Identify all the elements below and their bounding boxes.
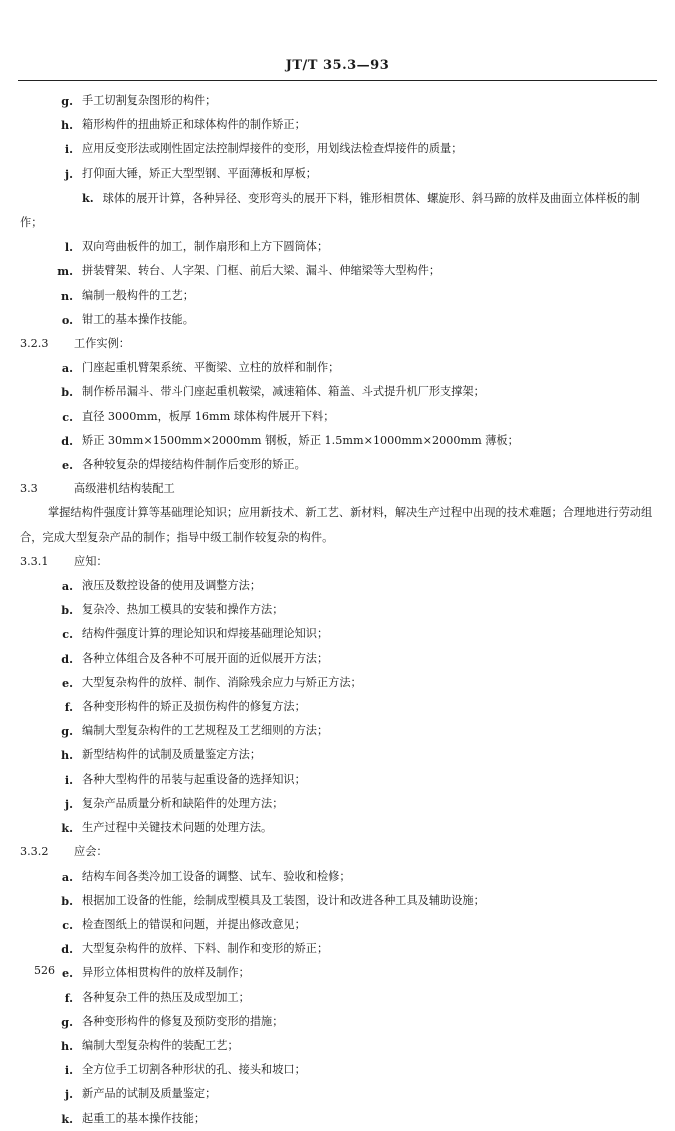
item-text: 各种复杂工件的热压及成型加工； (82, 990, 250, 1004)
item-label: k. (61, 1111, 73, 1126)
item-label: f. (64, 700, 73, 715)
list-item (20, 235, 655, 259)
item-label: k. (82, 190, 94, 205)
item-text: 根据加工设备的性能，绘制成型模具及工装图，设计和改进各种工具及辅助设施； (82, 893, 485, 907)
list-item (20, 137, 655, 161)
list-item (20, 865, 655, 889)
item-text: 复杂冷、热加工模具的安装和操作方法； (82, 603, 284, 617)
item-text: 直径 3000mm，板厚 16mm 球体构件展开下料； (82, 409, 335, 423)
list-item (20, 1010, 655, 1034)
item-text: 异形立体相贯构件的放样及制作； (82, 966, 250, 980)
item-label: g. (61, 94, 73, 108)
header-rule (18, 80, 657, 81)
item-label: m. (57, 264, 73, 279)
section-number: 3.3 (20, 482, 38, 496)
item-text: 钳工的基本操作技能。 (82, 312, 194, 326)
item-label: b. (61, 893, 73, 908)
section-title: 应知： (74, 554, 108, 568)
item-label: i. (64, 1063, 73, 1078)
list-item (20, 719, 655, 743)
item-text: 双向弯曲板件的加工，制作扇形和上方下圆筒体； (82, 240, 329, 254)
item-text: 各种变形构件的矫正及损伤构件的修复方法； (82, 700, 306, 714)
list-item (20, 816, 655, 840)
item-label: c. (62, 917, 73, 932)
list-item (20, 186, 655, 235)
list-item (20, 961, 655, 985)
item-label: d. (61, 651, 73, 666)
item-text: 矫正 30mm×1500mm×2000mm 钢板，矫正 1.5mm×1000mm×2000mm 薄板； (82, 433, 519, 447)
item-label: h. (60, 118, 73, 133)
item-text: 箱形构件的扭曲矫正和球体构件的制作矫正； (82, 118, 306, 132)
item-text: 球体的展开计算，各种异径、变形弯头的展开下料，锥形相贯体、螺旋形、斜马蹄的放样及曲面立体样板的制作； (20, 191, 640, 230)
item-label: n. (60, 288, 73, 303)
page-content (20, 89, 655, 1131)
list-item (20, 695, 655, 719)
list-item (20, 937, 655, 961)
list-item (20, 768, 655, 792)
item-text: 液压及数控设备的使用及调整方法； (82, 579, 262, 593)
item-text: 各种立体组合及各种不可展开面的近似展开方法； (82, 651, 329, 665)
list-item (20, 405, 655, 429)
list-item (20, 1034, 655, 1058)
section-heading-3-3-1 (20, 550, 655, 574)
item-text: 编制大型复杂构件的装配工艺； (82, 1038, 239, 1052)
list-item (20, 259, 655, 283)
list-block-2 (20, 356, 655, 477)
item-text: 检查图纸上的错误和问题，并提出修改意见； (82, 917, 306, 931)
item-label: e. (61, 458, 73, 473)
item-label: j. (65, 1087, 73, 1102)
item-label: e. (61, 675, 73, 690)
section-number: 3.3.1 (20, 554, 49, 568)
item-label: h. (60, 1038, 73, 1053)
list-item (20, 622, 655, 646)
item-text: 复杂产品质量分析和缺陷件的处理方法； (82, 796, 284, 810)
list-item (20, 598, 655, 622)
item-label: d. (61, 942, 73, 957)
item-text: 拼装臂架、转台、人字架、门框、前后大梁、漏斗、伸缩梁等大型构件； (82, 264, 441, 278)
list-item (20, 743, 655, 767)
item-text: 各种大型构件的吊装与起重设备的选择知识； (82, 772, 306, 786)
list-item (20, 89, 655, 113)
item-text: 起重工的基本操作技能； (82, 1111, 206, 1125)
list-item (20, 284, 655, 308)
item-label: d. (61, 433, 73, 448)
item-text: 打仰面大锤，矫正大型型钢、平面薄板和厚板； (82, 166, 317, 180)
section-title: 应会： (74, 845, 108, 859)
item-label: e. (61, 966, 73, 981)
section-number: 3.2.3 (20, 337, 49, 351)
item-label: g. (61, 1014, 73, 1029)
list-item (20, 113, 655, 137)
list-block-1 (20, 89, 655, 332)
item-label: k. (61, 821, 73, 836)
list-block-3 (20, 574, 655, 840)
item-text: 编制一般构件的工艺； (82, 288, 194, 302)
item-label: l. (64, 240, 73, 255)
item-text: 生产过程中关键技术问题的处理方法。 (82, 821, 273, 835)
list-item (20, 574, 655, 598)
page-number: 526 (34, 964, 55, 977)
item-text: 制作桥吊漏斗、带斗门座起重机鞍梁，减速箱体、箱盖、斗式提升机厂形支撑架； (82, 385, 485, 399)
item-label: a. (61, 361, 73, 376)
item-text: 应用反变形法或刚性固定法控制焊接件的变形，用划线法检查焊接件的质量； (82, 142, 463, 156)
item-label: f. (64, 990, 73, 1005)
item-label: g. (61, 724, 73, 739)
item-label: j. (65, 166, 73, 181)
item-text: 大型复杂构件的放样、制作、消除残余应力与矫正方法； (82, 675, 362, 689)
item-text: 各种较复杂的焊接结构件制作后变形的矫正。 (82, 458, 306, 472)
list-item (20, 986, 655, 1010)
list-block-4 (20, 865, 655, 1131)
item-label: c. (62, 627, 73, 642)
item-label: i. (64, 142, 73, 157)
list-item (20, 889, 655, 913)
item-label: b. (61, 385, 73, 400)
section-heading-3-2-3 (20, 332, 655, 356)
list-item (20, 380, 655, 404)
item-label: c. (62, 409, 73, 424)
item-label: a. (61, 869, 73, 884)
item-text: 大型复杂构件的放样、下料、制作和变形的矫正； (82, 942, 329, 956)
section-title: 工作实例： (74, 337, 130, 351)
item-label: h. (60, 748, 73, 763)
item-text: 结构件强度计算的理论知识和焊接基础理论知识； (82, 627, 329, 641)
list-item (20, 429, 655, 453)
item-label: b. (61, 603, 73, 618)
list-item (20, 308, 655, 332)
item-text: 全方位手工切割各种形状的孔、接头和坡口； (82, 1063, 306, 1077)
item-label: i. (64, 772, 73, 787)
list-item (20, 1058, 655, 1082)
item-label: a. (61, 579, 73, 594)
list-item (20, 671, 655, 695)
list-item (20, 792, 655, 816)
item-text: 各种变形构件的修复及预防变形的措施； (82, 1014, 284, 1028)
item-text: 结构车间各类冷加工设备的调整、试车、验收和检修； (82, 869, 351, 883)
item-text: 新型结构件的试制及质量鉴定方法； (82, 748, 262, 762)
item-text: 新产品的试制及质量鉴定； (82, 1087, 217, 1101)
list-item (20, 913, 655, 937)
list-item (20, 647, 655, 671)
list-item (20, 162, 655, 186)
list-item (20, 1082, 655, 1106)
page-header: JT/T 35.3—93 (285, 58, 390, 73)
section-heading-3-3 (20, 477, 655, 501)
item-text: 门座起重机臂架系统、平衡梁、立柱的放样和制作； (82, 361, 340, 375)
item-text: 编制大型复杂构件的工艺规程及工艺细则的方法； (82, 724, 329, 738)
list-item (20, 1107, 655, 1131)
item-label: j. (65, 796, 73, 811)
section-number: 3.3.2 (20, 845, 49, 859)
list-item (20, 356, 655, 380)
section-title: 高级港机结构装配工 (74, 482, 175, 496)
list-item (20, 453, 655, 477)
item-text: 手工切割复杂图形的构件； (82, 94, 217, 107)
item-label: o. (61, 312, 73, 327)
section-paragraph: 掌握结构件强度计算等基础理论知识；应用新技术、新工艺、新材料，解决生产过程中出现的技术难题；合理地进行劳动组合，完成大型复杂产品的制作；指导中级工制作较复杂的构件。 (20, 506, 653, 544)
section-heading-3-3-2 (20, 840, 655, 864)
